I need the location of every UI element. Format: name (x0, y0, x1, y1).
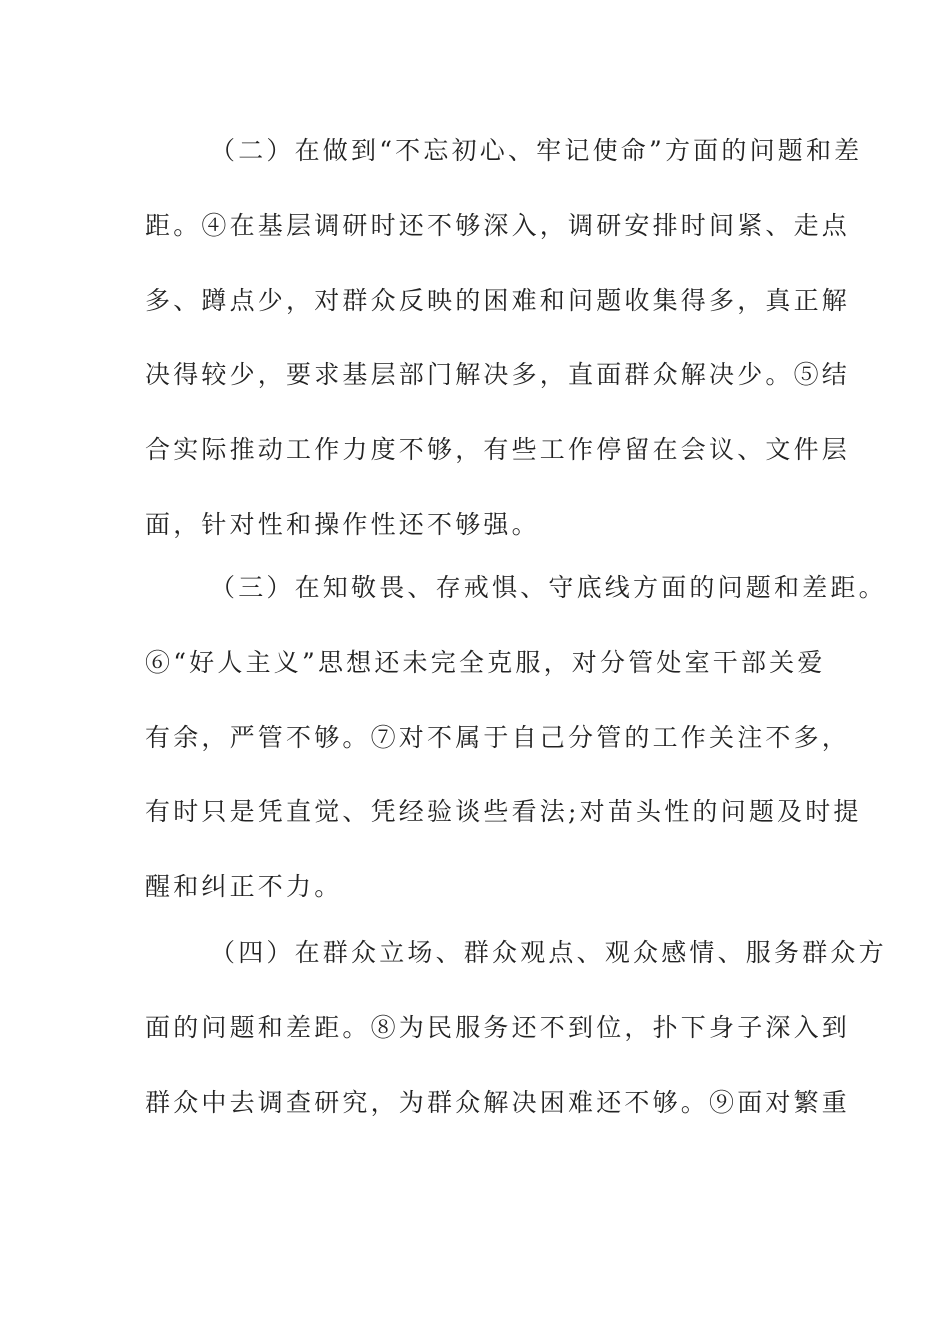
paragraph-line: 群众中去调查研究，为群众解决困难还不够。⑨面对繁重 (145, 1088, 851, 1117)
paragraph-line: 决得较少，要求基层部门解决多，直面群众解决少。⑤结 (145, 360, 851, 389)
paragraph-line: 有时只是凭直觉、凭经验谈些看法;对苗头性的问题及时提 (145, 797, 862, 826)
paragraph-line: （二）在做到“不忘初心、牢记使命”方面的问题和差 (210, 136, 863, 165)
paragraph-line: 距。④在基层调研时还不够深入，调研安排时间紧、走点 (145, 211, 851, 240)
paragraph-line: 面，针对性和操作性还不够强。 (145, 510, 540, 539)
paragraph-line: 多、蹲点少，对群众反映的困难和问题收集得多，真正解 (145, 286, 851, 315)
paragraph-line: 有余，严管不够。⑦对不属于自己分管的工作关注不多， (145, 723, 851, 752)
paragraph-line: （三）在知敬畏、存戒惧、守底线方面的问题和差距。 (210, 573, 887, 602)
paragraph-line: 合实际推动工作力度不够，有些工作停留在会议、文件层 (145, 435, 851, 464)
paragraph-line: ⑥“好人主义”思想还未完全克服，对分管处室干部关爱 (145, 648, 826, 677)
paragraph-line: 醒和纠正不力。 (145, 872, 343, 901)
paragraph-line: （四）在群众立场、群众观点、观众感情、服务群众方 (210, 938, 887, 967)
paragraph-line: 面的问题和差距。⑧为民服务还不到位，扑下身子深入到 (145, 1013, 851, 1042)
